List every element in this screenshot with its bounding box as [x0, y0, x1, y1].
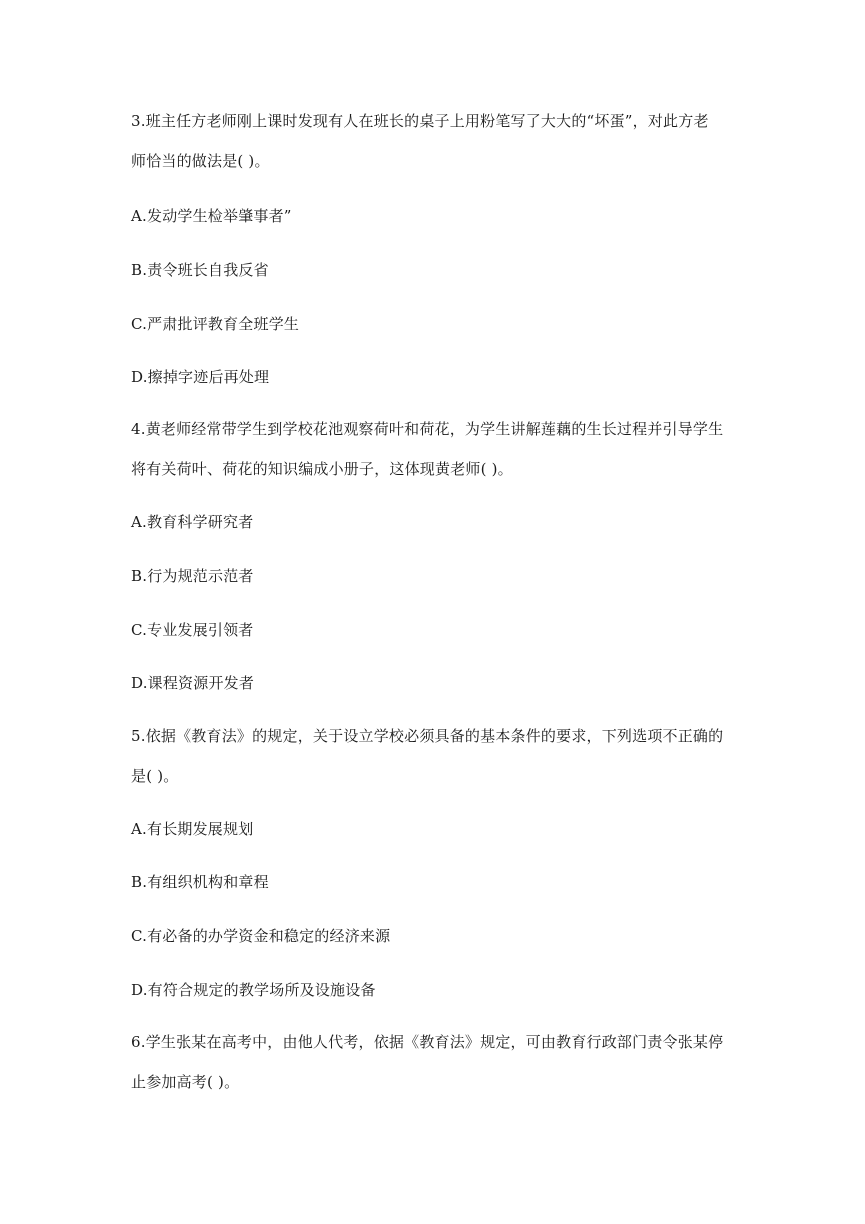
question-5-option-d: D.有符合规定的教学场所及设施设备	[131, 981, 376, 999]
question-5-option-b: B.有组织机构和章程	[131, 873, 269, 891]
question-3-option-d: D.擦掉字迹后再处理	[131, 368, 270, 386]
question-6-stem-line-1: 6.学生张某在高考中，由他人代考，依据《教育法》规定，可由教育行政部门责令张某停	[131, 1033, 724, 1051]
question-4-stem-line-1: 4.黄老师经常带学生到学校花池观察荷叶和荷花，为学生讲解莲藕的生长过程并引导学生	[131, 420, 724, 438]
question-4-option-c: C.专业发展引领者	[131, 621, 254, 639]
question-6-stem-line-2: 止参加高考( )。	[131, 1073, 240, 1091]
question-5-option-c: C.有必备的办学资金和稳定的经济来源	[131, 927, 391, 945]
question-4-stem-line-2: 将有关荷叶、荷花的知识编成小册子，这体现黄老师( )。	[131, 460, 513, 478]
question-4-option-b: B.行为规范示范者	[131, 567, 254, 585]
question-3-option-b: B.责令班长自我反省	[131, 261, 269, 279]
question-4-option-d: D.课程资源开发者	[131, 674, 255, 692]
question-5-option-a: A.有长期发展规划	[131, 820, 254, 838]
question-5-stem-line-1: 5.依据《教育法》的规定，关于设立学校必须具备的基本条件的要求，下列选项不正确的	[131, 727, 724, 745]
question-4-option-a: A.教育科学研究者	[131, 513, 254, 531]
question-3-stem-line-1: 3.班主任方老师刚上课时发现有人在班长的桌子上用粉笔写了大大的“坏蛋”，对此方老	[131, 112, 709, 130]
question-3-stem-line-2: 师恰当的做法是( )。	[131, 152, 270, 170]
question-3-option-a: A.发动学生检举肇事者”	[131, 207, 292, 225]
question-5-stem-line-2: 是( )。	[131, 767, 179, 785]
question-3-option-c: C.严肃批评教育全班学生	[131, 315, 300, 333]
